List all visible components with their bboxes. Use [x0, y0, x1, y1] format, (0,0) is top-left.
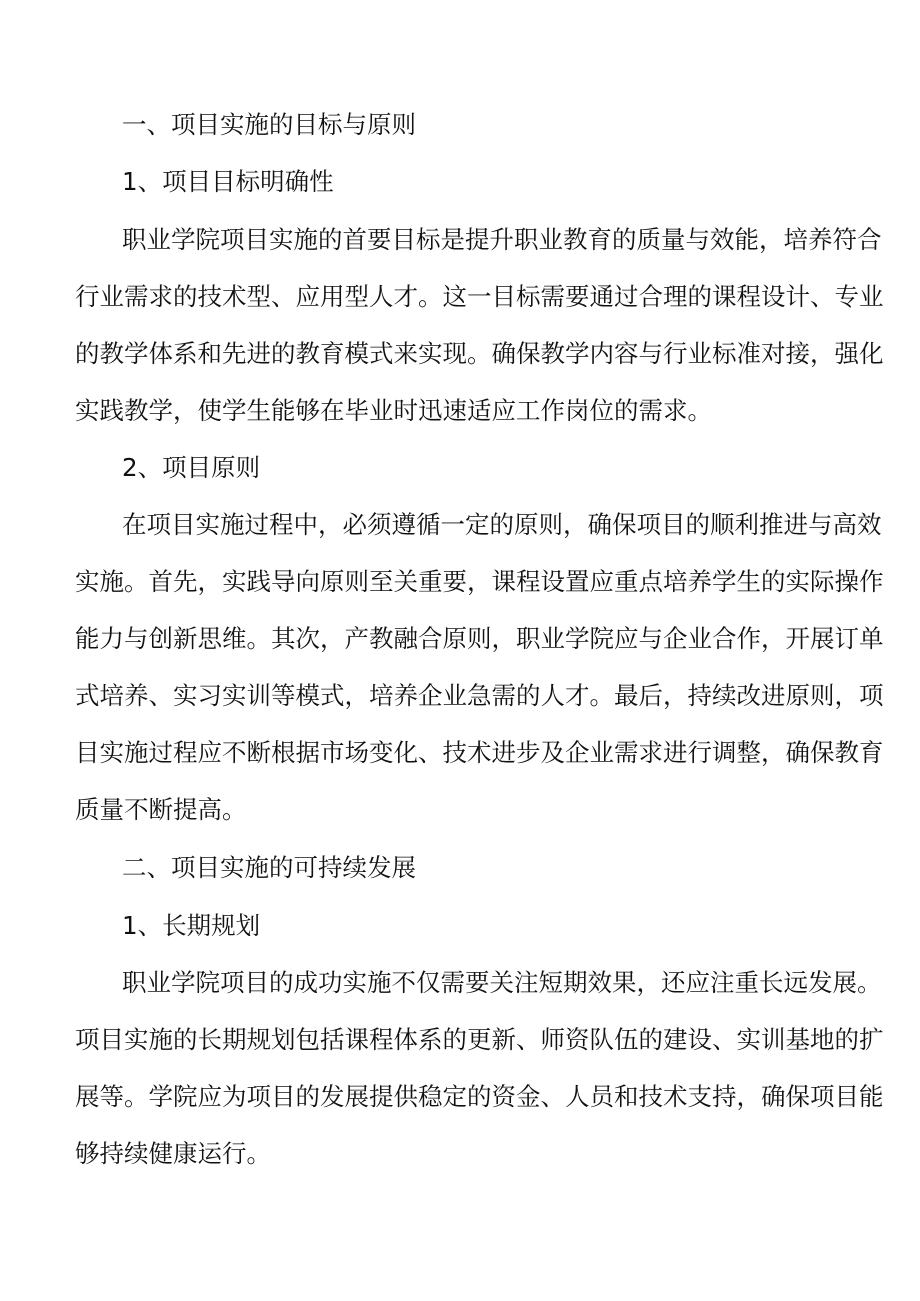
paragraph-line: 项目实施的长期规划包括课程体系的更新、师资队伍的建设、实训基地的扩	[75, 1025, 884, 1054]
paragraph-line: 实践教学，使学生能够在毕业时迅速适应工作岗位的需求。	[75, 396, 712, 425]
section-2-subheading-1: 1、长期规划	[122, 911, 261, 940]
paragraph-line: 实施。首先，实践导向原则至关重要，课程设置应重点培养学生的实际操作	[75, 567, 884, 596]
paragraph-line: 能力与创新思维。其次，产教融合原则，职业学院应与企业合作，开展订单	[75, 624, 884, 653]
section-1-heading: 一、项目实施的目标与原则	[122, 110, 416, 139]
paragraph-line: 在项目实施过程中，必须遵循一定的原则，确保项目的顺利推进与高效	[122, 510, 882, 539]
paragraph-line: 职业学院项目的成功实施不仅需要关注短期效果，还应注重长远发展。	[122, 968, 882, 997]
paragraph-line: 行业需求的技术型、应用型人才。这一目标需要通过合理的课程设计、专业	[75, 282, 884, 311]
paragraph-line: 的教学体系和先进的教育模式来实现。确保教学内容与行业标准对接，强化	[75, 339, 884, 368]
section-1-subheading-2: 2、项目原则	[122, 453, 261, 482]
paragraph-line: 质量不断提高。	[75, 795, 247, 824]
paragraph-line: 式培养、实习实训等模式，培养企业急需的人才。最后，持续改进原则，项	[75, 681, 884, 710]
paragraph-line: 目实施过程应不断根据市场变化、技术进步及企业需求进行调整，确保教育	[75, 738, 884, 767]
paragraph-line: 职业学院项目实施的首要目标是提升职业教育的质量与效能，培养符合	[122, 225, 882, 254]
paragraph-line: 展等。学院应为项目的发展提供稳定的资金、人员和技术支持，确保项目能	[75, 1082, 884, 1111]
section-2-heading: 二、项目实施的可持续发展	[122, 853, 416, 882]
paragraph-line: 够持续健康运行。	[75, 1139, 271, 1168]
section-1-subheading-1: 1、项目目标明确性	[122, 167, 334, 196]
